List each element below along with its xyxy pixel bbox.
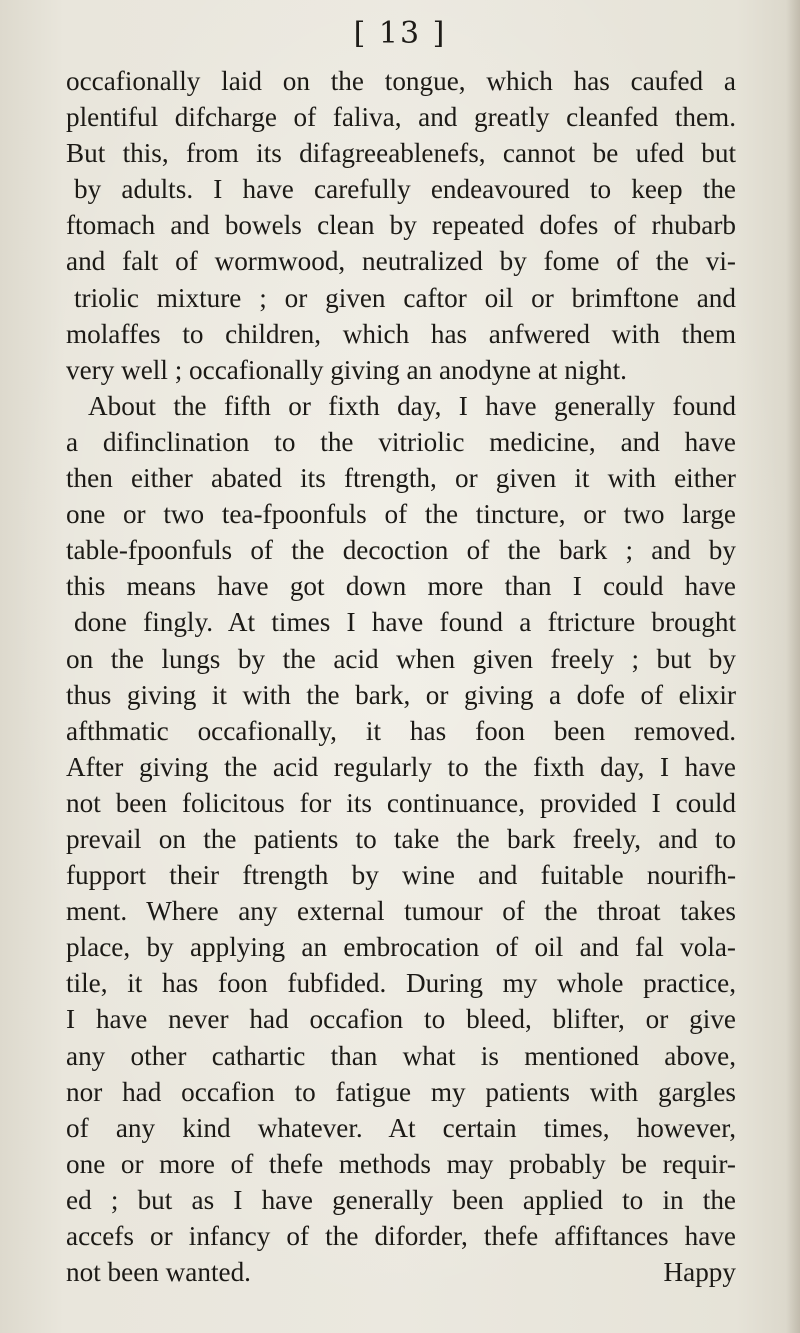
text-line: of any kind whatever. At certain times, however,: [66, 1112, 736, 1143]
text-line: by adults. I have carefully endeavoured to keep the: [74, 174, 736, 205]
text-line-final: [66, 1254, 736, 1290]
text-line: But this, from its difagreeablenefs, cannot be ufed but: [66, 138, 736, 169]
body-text: [66, 63, 736, 1290]
text-line: this means have got down more than I could have: [66, 571, 736, 602]
text-line: nor had occafion to fatigue my patients with gargles: [66, 1076, 736, 1107]
text-line: one or more of thefe methods may probably be requir-: [66, 1148, 736, 1179]
text-line: then either abated its ftrength, or given it with either: [66, 463, 736, 494]
text-line: I have never had occafion to bleed, blifter, or give: [66, 1004, 736, 1035]
text-line: not been folicitous for its continuance, provided I could: [66, 787, 736, 818]
text-line: ed ; but as I have generally been applied to in the: [66, 1184, 736, 1215]
text-line: a difinclination to the vitriolic medicine, and have: [66, 426, 736, 457]
text-line: afthmatic occafionally, it has foon been removed.: [66, 715, 736, 746]
text-line: very well ; occafionally giving an anodyne at night.: [66, 354, 627, 385]
text-line: on the lungs by the acid when given freely ; but by: [66, 643, 736, 674]
text-line: thus giving it with the bark, or giving a dofe of elixir: [66, 679, 736, 710]
text-line: accefs or infancy of the diforder, thefe affiftances have: [66, 1221, 736, 1251]
catchword: Happy: [663, 1257, 736, 1288]
closing-text: not been wanted.: [66, 1257, 251, 1288]
page-edge-shadow: [786, 0, 800, 1333]
text-line: table-fpoonfuls of the decoction of the bark ; and by: [66, 535, 736, 566]
text-line: done fingly. At times I have found a ftricture brought: [74, 607, 736, 638]
text-line: tile, it has foon fubfided. During my whole practice,: [66, 968, 736, 999]
text-line: one or two tea-fpoonfuls of the tincture, or two large: [66, 499, 736, 530]
text-line: About the fifth or fixth day, I have generally found: [88, 390, 736, 421]
text-line: and falt of wormwood, neutralized by fome of the vi-: [66, 246, 736, 277]
text-line: ment. Where any external tumour of the throat takes: [66, 896, 736, 927]
text-line: triolic mixture ; or given caftor oil or brimftone and: [74, 282, 736, 313]
text-line: place, by applying an embrocation of oil and fal vola-: [66, 932, 736, 963]
text-line: After giving the acid regularly to the fixth day, I have: [66, 751, 736, 782]
text-line: plentiful difcharge of faliva, and greatly cleanfed them.: [66, 102, 736, 133]
text-line: any other cathartic than what is mentioned above,: [66, 1040, 736, 1071]
text-line: occafionally laid on the tongue, which has caufed a: [66, 66, 736, 96]
text-line: fupport their ftrength by wine and fuitable nourifh-: [66, 860, 736, 891]
page-number: [ 13 ]: [353, 16, 447, 51]
text-line: prevail on the patients to take the bark freely, and to: [66, 823, 736, 854]
text-line: molaffes to children, which has anfwered with them: [66, 318, 736, 349]
text-line: ftomach and bowels clean by repeated dofes of rhubarb: [66, 210, 736, 241]
